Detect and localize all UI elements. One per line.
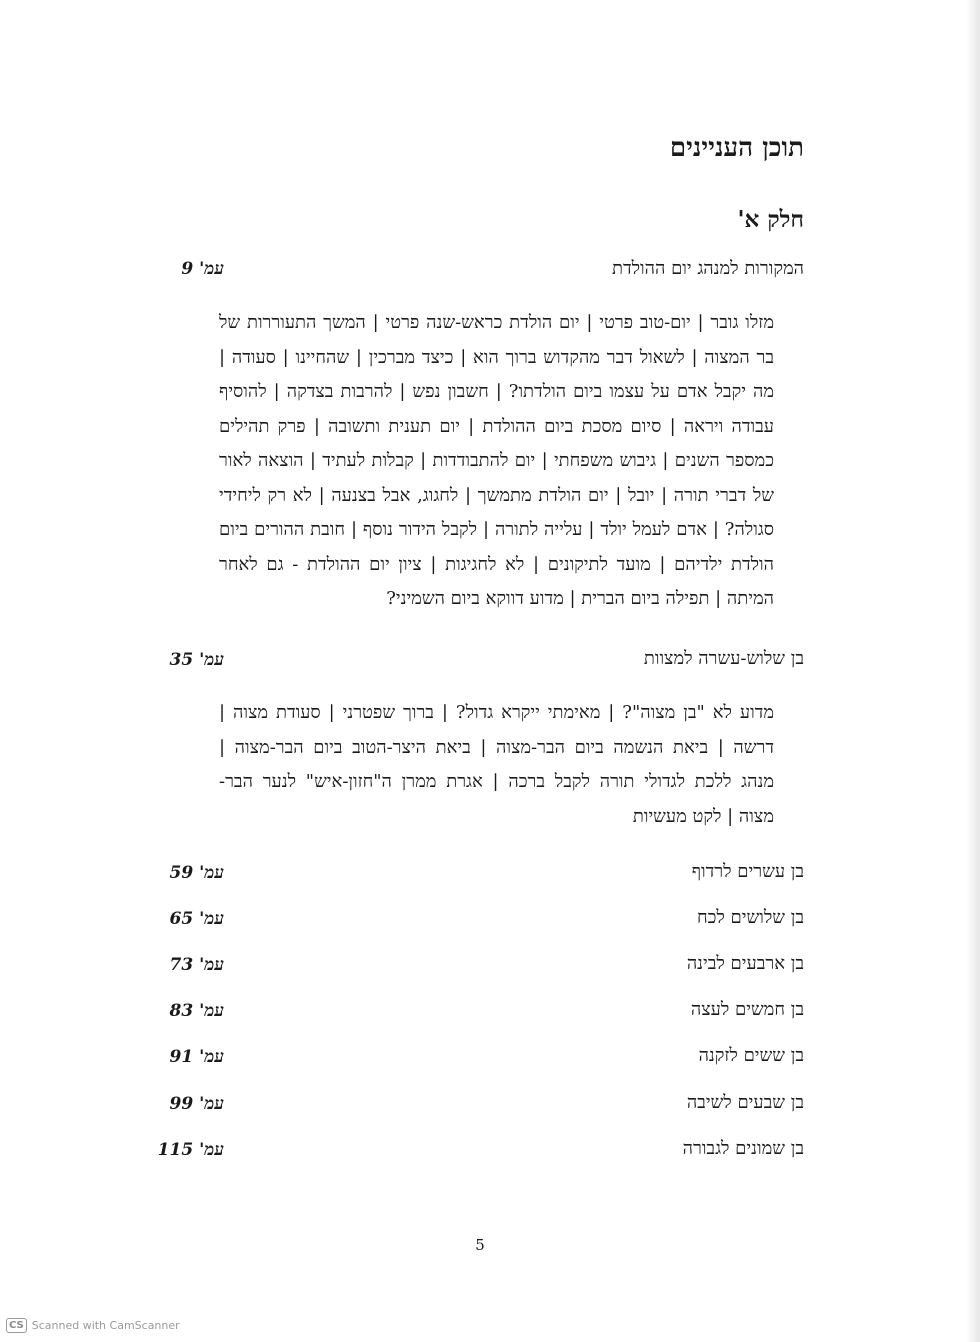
toc-entry-title: בן ארבעים לבינה	[686, 953, 804, 974]
toc-entry-title: בן שמונים לגבורה	[682, 1138, 804, 1159]
description-line: מדוע לא "בן מצוה"? | מאימתי ייקרא גדול? | ברוך שפטרני | סעודת מצוה |	[219, 702, 774, 723]
description-line: סגולה? | אדם לעמל יולד | עלייה לתורה | לקבל הידור נוסף | חובת ההורים ביום	[219, 519, 774, 540]
description-line: דרשה | ביאת הנשמה ביום הבר-מצוה | ביאת היצר-הטוב ביום הבר-מצוה |	[219, 736, 774, 758]
toc-entry-page: עמ' 83	[169, 1001, 224, 1021]
description-line: מזלו גובר | יום-טוב פרטי | יום הולדת כראש-שנה פרטי | המשך התעוררות של	[219, 312, 774, 333]
toc-entry-page: עמ' 91	[169, 1047, 224, 1067]
toc-entry-page: עמ' 9	[181, 259, 224, 279]
toc-entry-title: בן חמשים לעצה	[690, 999, 804, 1020]
description-line: מה יקבל אדם על עצמו ביום הולדתו? | חשבון נפש | להרבות בצדקה | להוסיף	[219, 381, 774, 402]
toc-entry-title: בן שבעים לשיבה	[686, 1092, 804, 1113]
toc-entry-title: המקורות למנהג יום ההולדת	[611, 258, 804, 279]
description-line: מצוה | לקט מעשיות	[632, 805, 774, 827]
toc-entry-title: בן ששים לזקנה	[698, 1045, 804, 1066]
page-title: תוכן העניינים	[669, 133, 804, 163]
description-line: עבודה ויראה | סיום מסכת ביום ההולדת | יום תענית ותשובה | פרק תהילים	[219, 415, 774, 437]
watermark-text: Scanned with CamScanner	[31, 1319, 180, 1332]
toc-entry-title: בן עשרים לרדוף	[691, 861, 804, 882]
toc-entry-title: בן שלוש-עשרה למצוות	[643, 648, 804, 669]
description-line: הולדת ילדיהם | מועד לתיקונים | לא לחגיגות | ציון יום ההולדת - גם לאחר	[219, 553, 774, 575]
description-line: של דברי תורה | יובל | יום הולדת מתמשך | לחגוג, אבל בצנעה | לא רק ליחידי	[219, 484, 774, 506]
part-heading: חלק א'	[737, 206, 804, 233]
toc-entry-page: עמ' 59	[169, 863, 224, 883]
page-edge-shadow	[966, 0, 980, 1342]
toc-entry-page: עמ' 35	[169, 650, 224, 670]
toc-entry-description	[219, 696, 774, 834]
description-line: מנהג ללכת לגדולי תורה לקבל ברכה | אגרת ממרן ה"חזון-איש" לנער הבר-	[219, 771, 774, 792]
description-line: כמספר השנים | גיבוש משפחתי | יום להתבודדות | קבלות לעתיד | הוצאה לאור	[219, 450, 774, 471]
toc-entry-title: בן שלושים לכח	[696, 907, 804, 928]
description-line: בר המצוה | לשאול דבר מהקדוש ברוך הוא | כיצד מברכין | שהחיינו | סעודה |	[219, 346, 774, 368]
description-line: המיתה | תפילה ביום הברית | מדוע דווקא ביום השמיני?	[386, 588, 774, 609]
toc-entry-page: עמ' 65	[169, 909, 224, 929]
toc-entry-page: עמ' 73	[169, 955, 224, 975]
toc-entry-page: עמ' 99	[169, 1094, 224, 1114]
toc-entry-page: עמ' 115	[157, 1140, 224, 1160]
camscanner-icon: CS	[6, 1318, 27, 1333]
page-number: 5	[475, 1236, 485, 1254]
toc-entry-description	[219, 306, 774, 617]
scanner-watermark	[6, 1318, 180, 1333]
